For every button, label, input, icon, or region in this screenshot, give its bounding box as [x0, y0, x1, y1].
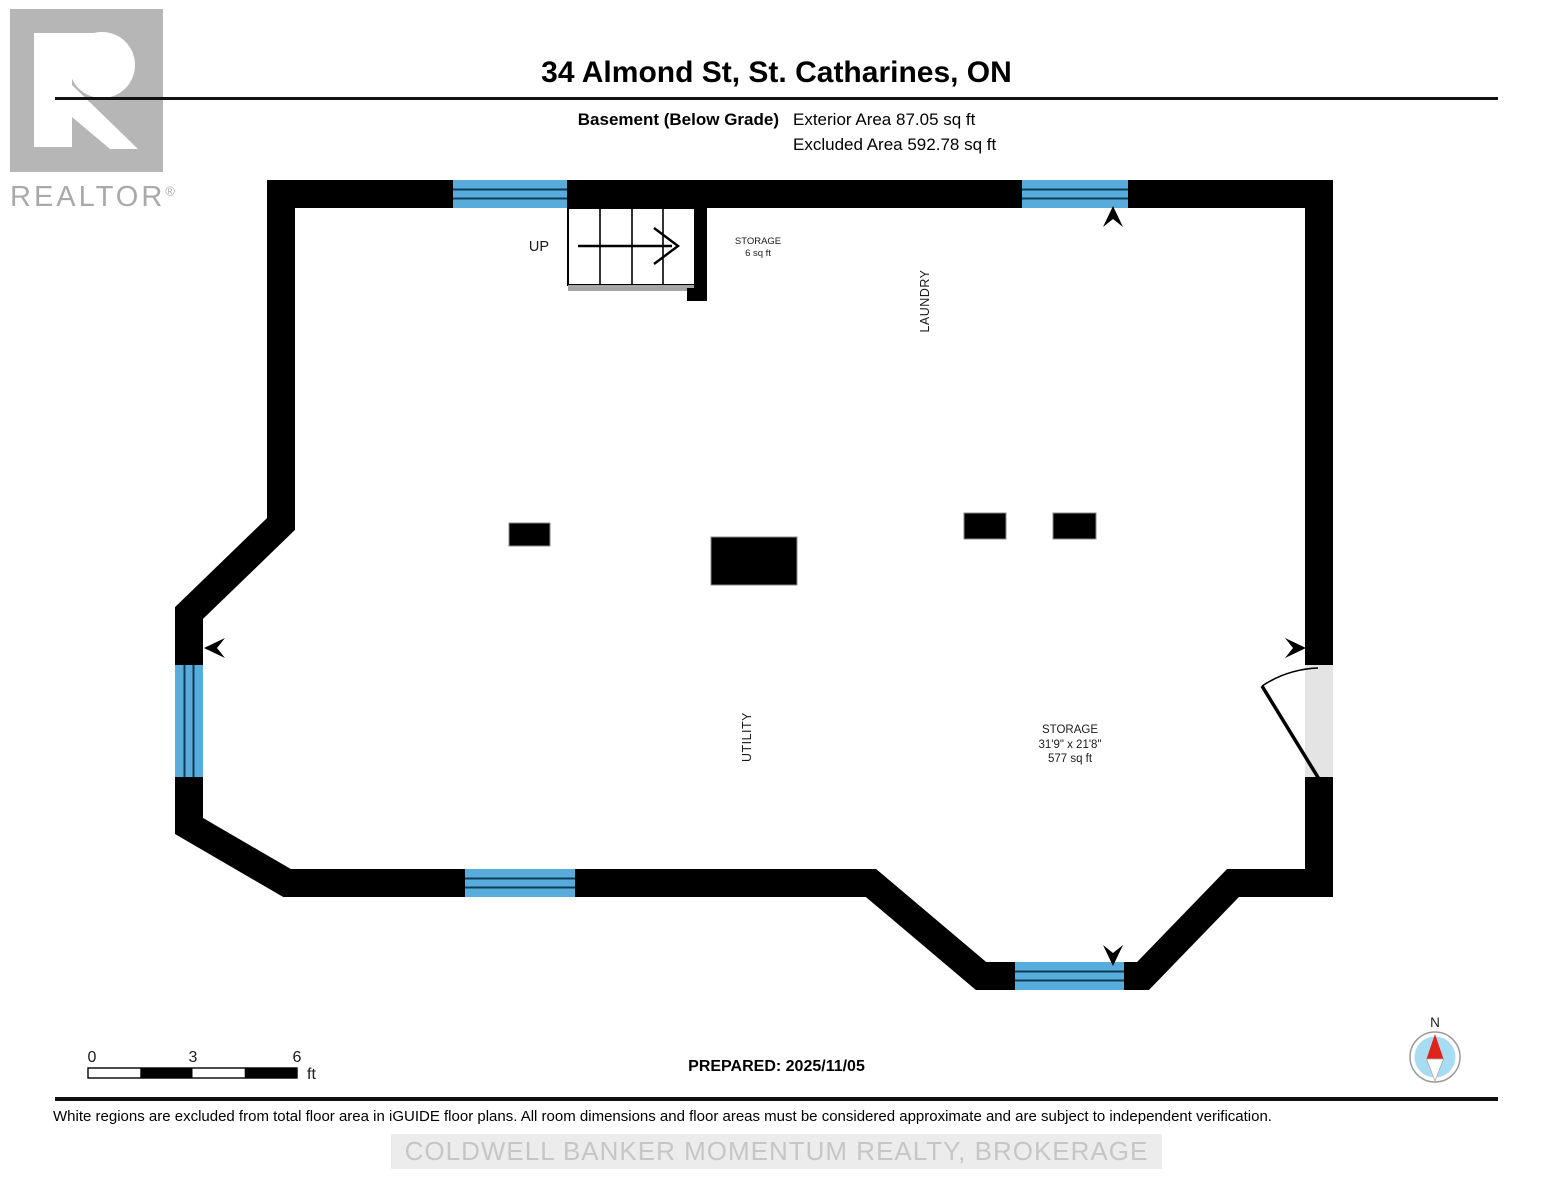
storage-main-name: STORAGE	[1041, 724, 1099, 736]
window-left	[175, 665, 203, 777]
window-bottom	[465, 869, 575, 897]
compass-north-label: N	[1430, 1015, 1440, 1030]
floor-label: Basement (Below Grade)	[577, 110, 779, 129]
page-title: 34 Almond St, St. Catharines, ON	[541, 56, 1012, 89]
scale-tick-0: 0	[87, 1049, 97, 1066]
storage-small-area: 6 sq ft	[745, 248, 771, 259]
entry-arrow-right-icon	[1285, 638, 1306, 658]
disclaimer-text: White regions are excluded from total floor area in iGUIDE floor plans. All room dimensions and floor areas must be considered approximate and are subject to independent verification.	[53, 1108, 1272, 1125]
prepared-date: PREPARED: 2025/11/05	[688, 1058, 865, 1075]
laundry-label: LAUNDRY	[918, 269, 932, 333]
interior-object-4	[1053, 513, 1096, 539]
entry-arrow-up-icon	[1103, 206, 1123, 227]
window-top-left	[453, 180, 567, 208]
realtor-brand: REALTOR	[10, 181, 166, 213]
window-bay	[1015, 962, 1124, 990]
storage-main-area: 577 sq ft	[1047, 753, 1093, 765]
footer-rule	[55, 1097, 1498, 1101]
excluded-area: Excluded Area 592.78 sq ft	[793, 135, 997, 154]
interior-object-2	[711, 537, 797, 585]
utility-label: UTILITY	[740, 711, 754, 763]
entry-arrow-left-icon	[204, 638, 225, 658]
scale-tick-3: 3	[188, 1049, 198, 1066]
door-right	[1262, 665, 1333, 779]
interior-object-1	[509, 523, 550, 546]
window-top-right	[1022, 180, 1128, 208]
brokerage-watermark	[0, 1134, 1553, 1169]
up-label: UP	[528, 239, 550, 255]
registered-mark: ®	[165, 183, 175, 199]
scale-tick-6: 6	[292, 1049, 302, 1066]
exterior-area: Exterior Area 87.05 sq ft	[793, 110, 976, 129]
storage-main-dims: 31'9" x 21'8"	[1038, 739, 1102, 751]
storage-small-name: STORAGE	[734, 236, 782, 247]
brokerage-watermark-text: COLDWELL BANKER MOMENTUM REALTY, BROKERAGE	[391, 1134, 1163, 1169]
scale-unit: ft	[307, 1066, 316, 1083]
interior-object-3	[964, 513, 1006, 539]
staircase	[568, 208, 707, 301]
